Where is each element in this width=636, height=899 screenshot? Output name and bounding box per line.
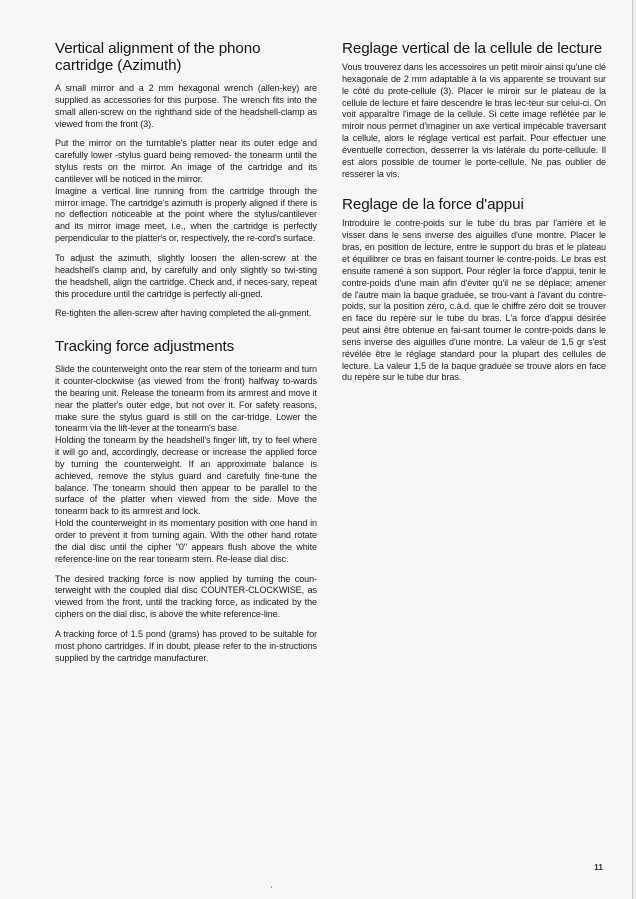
paragraph: Introduire le contre-poids sur le tube du bras par l'arrière et le visser dans le sens inverse des aiguilles d'une montre. Placer le bras, en position de lecture, entre le support du bras et le plateau et équilibrer ce bras en faisant tourner le contre-poids. Le bras est ensuite ramené à son support. Pour régler la force d'appui, tenir le contre-poids d'une main afin d'éviter qu'il ne se déplace; amener de l'autre main la baque graduée, se trou-vant à l'avant du contre-poids, sur la position zéro, c.à.d. que le chiffre zéro doit se trouver en face du repère sur le tube du bras. L'a force d'appui désirée peut ainsi être obtenue en fai-sant tourner le contre-poids dans le sens inverse des aiguilles d'une montre. La valeur de 1,5 gr s'est révélée être le réglage standard pour la plupart des cellules de lecture. La valeur 1,5 de la baque graduée se trouve alors en face du repère sur le tube dur bras.	[342, 218, 606, 383]
paragraph: Holding the tonearm by the headshell's finger lift, try to feel where it will go and, accordingly, decrease or increase the applied force by turning the counterweight. If an approximate balance is achieved, remove the stylus guard and carefully fine-tune the balance. The tonearm should then appear to be parallel to the surface of the platter when viewed from the side. Move the tonearm back to its armrest and lock.	[55, 435, 317, 517]
paragraph: Imagine a vertical line running from the cartridge through the mirror image. The cartridge's azimuth is properly aligned if there is no deflection noticeable at the point where the stylus/cantilever and its mirror image meet, i.e., when the cartridge is perfectly perpendicular to the platter's or, respectively, the re-cord's surface.	[55, 185, 317, 244]
paragraph: A small mirror and a 2 mm hexagonal wrench (allen-key) are supplied as accessories for this purpose. The wrench fits into the small allen-screw on the righthand side of the headshell-clamp as viewed from the front (3).	[55, 83, 317, 129]
paragraph: Put the mirror on the turntable's platter near its outer edge and carefully lower -stylus guard being removed- the tonearm until the stylus rests on the mirror. An image of the cartridge and its cantilever will be noticed in the mirror.	[55, 138, 317, 184]
paragraph: Hold the counterweight in its momentary position with one hand in order to prevent it from turning again. With the other hand rotate the dial disc until the cipher "0" appears flush above the white reference-line on the rear tonearm stem. Re-lease dial disc.	[55, 518, 317, 564]
french-column	[342, 40, 606, 392]
paragraph: Re-tighten the allen-screw after having completed the ali-gnment.	[55, 308, 312, 319]
scan-speck	[271, 886, 272, 888]
english-column	[55, 40, 317, 672]
paragraph: The desired tracking force is now applied by turning the coun-terweight with the coupled dial disc COUNTER-CLOCKWISE, as viewed from the front, until the tracking force, as indicated by the ciphers on the dial disc, is above the white reference-line.	[55, 573, 317, 620]
paragraph: Slide the counterweight onto the rear stem of the tonearm and turn it counter-clockwise (as viewed from the front) halfway to-wards the bearing unit. Release the tonearm from its armrest and move it near the platter's outer edge, but not over it. For safety reasons, make sure the stylus guard is still on the car-tridge. Lower the tonearm via the lift-lever at the tonearm's base.	[55, 364, 317, 434]
section-heading-tracking-force: Tracking force adjustments	[55, 338, 235, 356]
paragraph: A tracking force of 1.5 pond (grams) has proved to be suitable for most phono cartridges. If in doubt, please refer to the in-structions supplied by the cartridge manufacturer.	[55, 628, 317, 663]
page-number: 11	[594, 862, 603, 872]
section-heading-reglage-vertical: Reglage vertical de la cellule de lecture	[342, 40, 603, 57]
section-heading-azimuth: Vertical alignment of the phono cartridge (Azimuth)	[55, 40, 261, 74]
paragraph: To adjust the azimuth, slightly loosen the allen-screw at the headshell's clamp and, by carefully and only slightly so twi-sting the headshell, align the cartridge. Check and, if neces-sary, repeat this procedure until the cartridge is perfectly ali-gned.	[55, 252, 317, 299]
page-edge	[632, 0, 633, 899]
section-heading-force-appui: Reglage de la force d'appui	[342, 196, 524, 214]
paragraph: Vous trouverez dans les accessoires un petit miroir ainsi qu'une clé hexagonale de 2 mm adaptable à la vis apparente se trouvant sur le côté du prote-cellule (3). Placer le miroir sur le plateau de la cellule de lecture et faire descendre le bras lec-teur sur celui-ci. On voit apparaître l'image de la cellule. Si cette image reflétée par le miroir nous permet d'imaginer un axe vertical impécable traversant la cellule, alors le réglage vertical est parfait. Pour effectuer une éventuelle correction, desserrer la vis latérale du porte-celluule. Il est alors possible de tourner le porte-cellule. Ne pas oublier de resserer la vis.	[342, 62, 606, 179]
